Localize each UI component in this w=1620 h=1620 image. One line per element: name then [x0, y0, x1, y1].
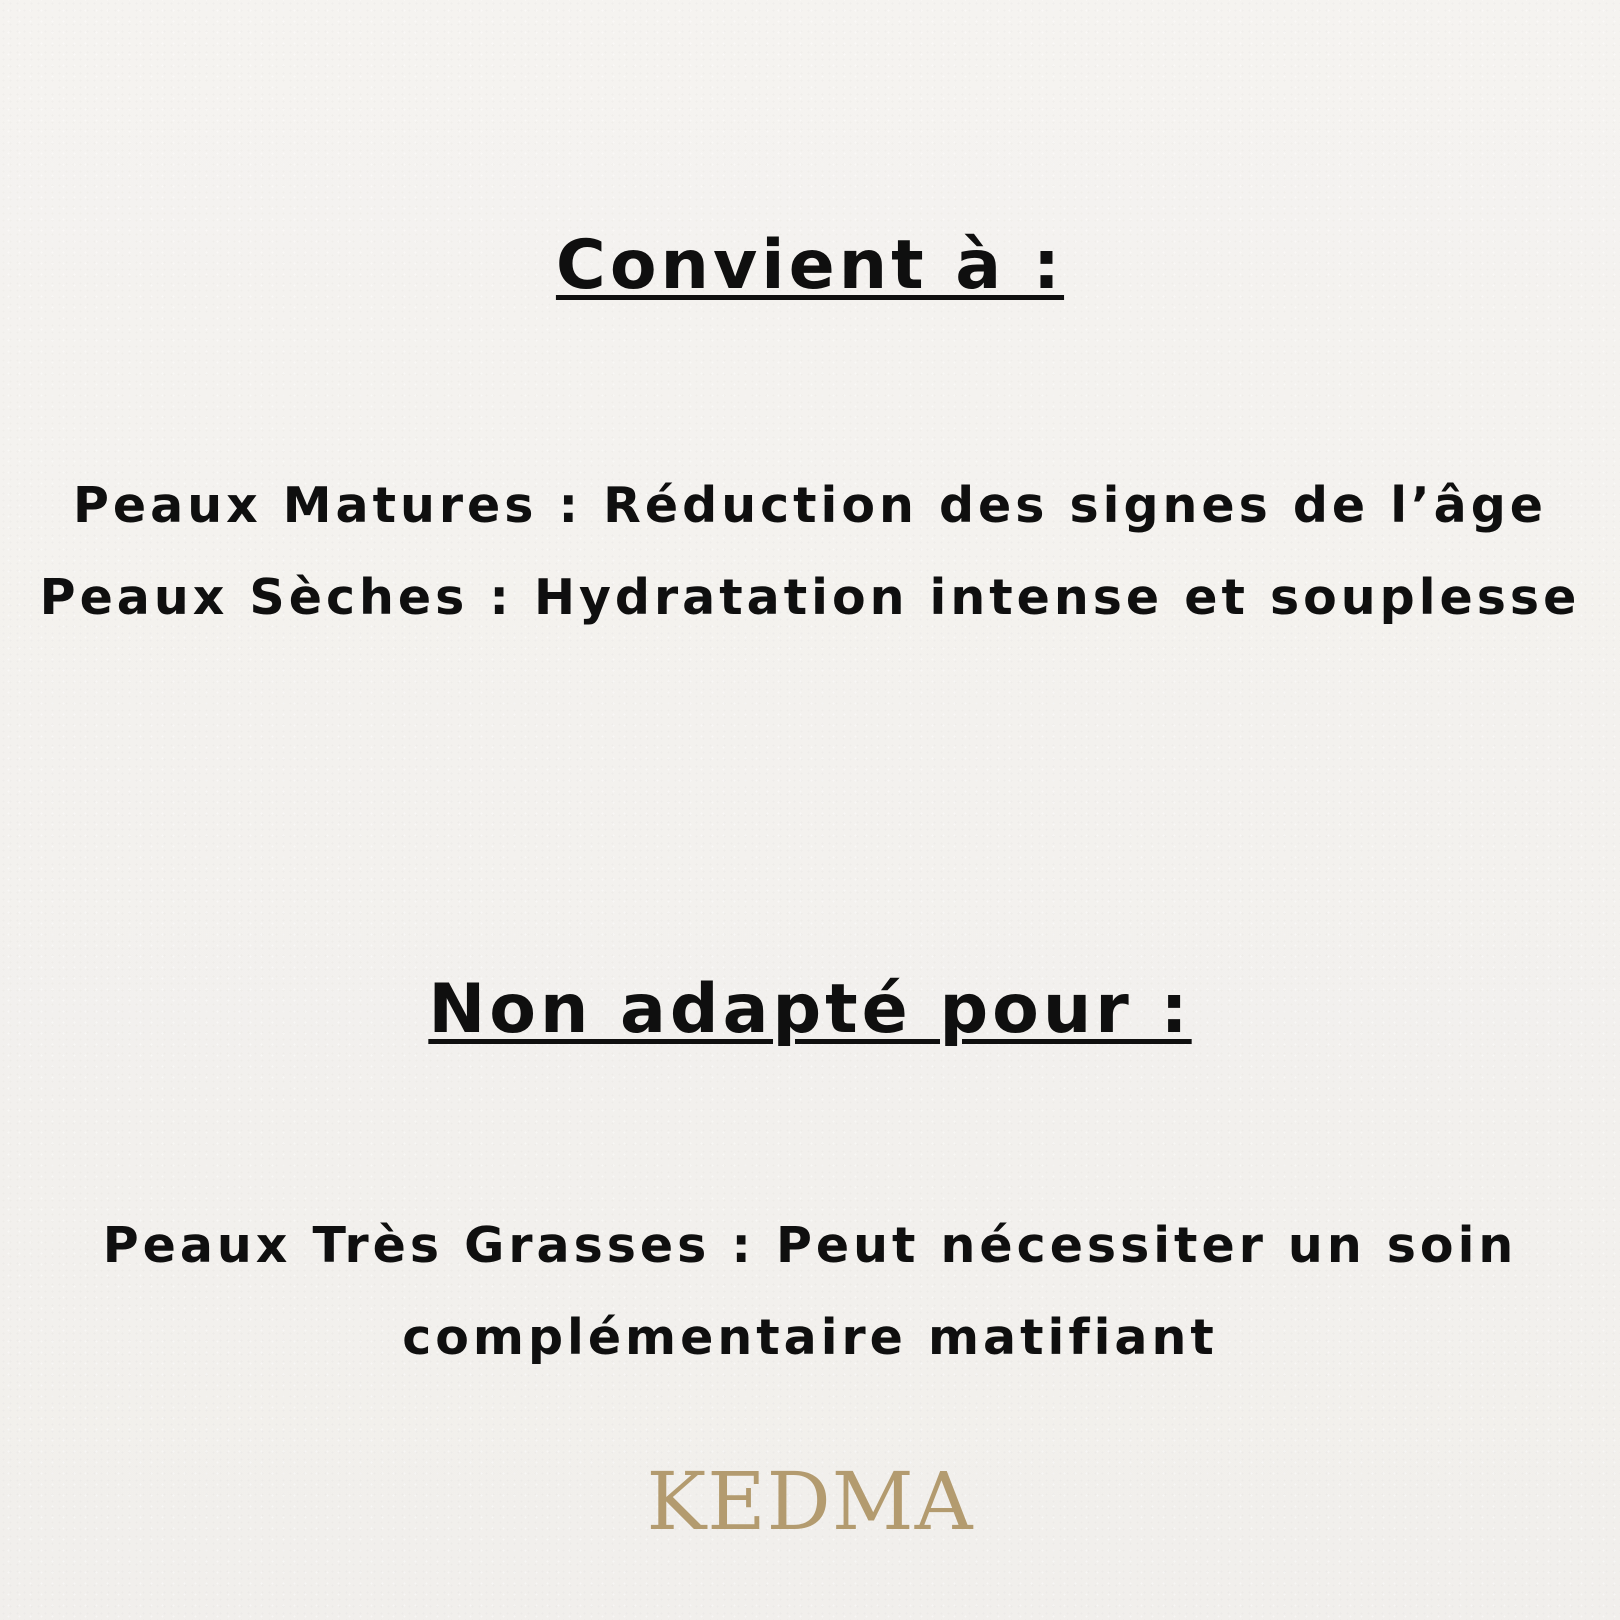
not-suitable-heading: Non adapté pour : [428, 970, 1192, 1049]
kedma-logo: KEDMA [646, 1455, 974, 1548]
suitable-heading: Convient à : [555, 226, 1065, 305]
suitable-item-mature-skin: Peaux Matures : Réduction des signes de l’âge [72, 477, 1548, 534]
not-suitable-item-oily-skin: Peaux Très Grasses : Peut nécessiter un soin [102, 1217, 1518, 1274]
not-suitable-item-oily-skin-continued: complémentaire matifiant [402, 1309, 1218, 1366]
suitable-item-dry-skin: Peaux Sèches : Hydratation intense et souplesse [39, 569, 1581, 626]
suitable-list [0, 460, 1620, 644]
not-suitable-list [0, 1200, 1620, 1384]
